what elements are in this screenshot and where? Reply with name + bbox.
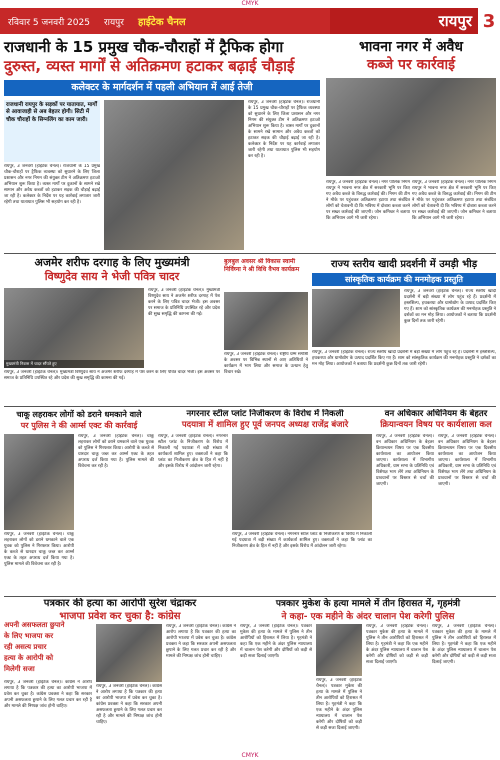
section-divider (4, 406, 496, 407)
mukesh-headline-line-1: पत्रकार मुकेश के हत्या मामले में तीन हिरासत में, गृहमंत्री (275, 599, 461, 609)
mukesh-story-body-col3: रायपुर, 3 जनवरी (हाईटेक चैनल)। पत्रकार मुकेश की हत्या के मामले में पुलिस ने तीन आरोपियों को हिरासत में लिया है। गृहमंत्री ने कहा कि एक महीने के अंदर पुलिस न्यायालय में चालान पेश करेगी और दोषियों को कड़ी से कड़ी सजा दिलाई जाएगी। (366, 624, 428, 665)
main-headline-line-1: राजधानी के 15 प्रमुख चौक-चौराहों में ट्रैफिक होगा (4, 38, 284, 56)
khadi-story-body-col1: रायपुर, 3 जनवरी (हाईटेक चैनल)। राज्य स्तरीय खादी प्रदर्शनी में बड़ी संख्या में लोग पहुंच रहे हैं। प्रदर्शनी में हस्तशिल्प, हथकरघा और ग्रामोद्योग के उत्पाद प्रदर्शित किए गए हैं। शाम को सांस्कृतिक कार्यक्रम की मनमोहक प्रस्तुति ने दर्शकों का मन मोह लिया। आयोजकों ने बताया कि प्रदर्शनी कुछ दिनों तक जारी रहेगी। (404, 289, 496, 324)
chaku-headline (4, 409, 154, 431)
steel-story-body-col2: रायपुर, 3 जनवरी (हाईटेक चैनल)। नगरनार स्टील प्लांट के निजीकरण के विरोध में निकाली गई पदयात्रा में बड़ी संख्या में कार्यकर्ता शामिल हुए। वक्ताओं ने कहा कि प्लांट का निजीकरण क्षेत्र के हित में नहीं है और इसके विरोध में आंदोलन जारी रहेगा। (232, 532, 372, 549)
main-headline (4, 38, 320, 76)
mukesh-story-body-col4: रायपुर, 3 जनवरी (हाईटेक चैनल)। पत्रकार मुकेश की हत्या के मामले में पुलिस ने तीन आरोपियों को हिरासत में लिया है। गृहमंत्री ने कहा कि एक महीने के अंदर पुलिस न्यायालय में चालान पेश करेगी और दोषियों को कड़ी से कड़ी सजा दिलाई जाएगी। (432, 624, 496, 665)
chaku-story-body-col2: रायपुर, 3 जनवरी (हाईटेक चैनल)। चाकू लहराकर लोगों को डराने धमकाने वाले एक युवक को पुलिस ने गिरफ्तार किया। आरोपी के कब्जे से धारदार चाकू जब्त कर आर्म्स एक्ट के तहत अपराध दर्ज किया गया है। पुलिस मामले की विवेचना कर रही है। (4, 532, 74, 567)
steel-headline-line-1: नगरनार स्टील प्लांट निजीकरण के विरोध में निकली (186, 409, 344, 419)
chaku-story-photo (4, 434, 74, 530)
page-header (0, 8, 500, 34)
main-subheadline: कलेक्टर के मार्गदर्शन में पहली अभियान में आई तेजी (4, 80, 320, 96)
ajmer-headline-line-1: अजमेर शरीफ दरगाह के लिए मुख्यमंत्री (34, 256, 190, 269)
main-story-photo (104, 100, 244, 250)
forest-story-body-col1: रायपुर, 3 जनवरी (हाईटेक चैनल)। वन अधिकार अधिनियम के बेहतर क्रियान्वयन विषय पर एक दिवसीय कार्यशाला का आयोजन किया जाएगा। कार्यशाला में विभागीय अधिकारी, ग्राम सभा के प्रतिनिधि एवं विशेषज्ञ भाग लेंगे तथा अधिनियम के प्रावधानों पर विस्तार से चर्चा की जाएगी। (376, 434, 434, 487)
right-headline-line-2: कब्जे पर कार्रवाई (367, 57, 455, 73)
right-story-body-col1: रायपुर, 3 जनवरी (हाईटेक चैनल)। नगर पालिक निगम रायपुर ने भावना नगर क्षेत्र में सरकारी भूमि पर किए गए अवैध कब्जे के विरुद्ध कार्रवाई की। निगम की टीम ने मौके पर पहुंचकर अतिक्रमण हटाया तथा संबंधित लोगों को चेतावनी दी कि भविष्य में दोबारा कब्जा करने पर सख्त कार्रवाई की जाएगी। जोन कमिश्नर ने बताया कि अभियान आगे भी जारी रहेगा। (326, 180, 410, 221)
main-story-body-col1: रायपुर, 3 जनवरी (हाईटेक चैनल)। राजधानी के 15 प्रमुख चौक-चौराहों पर ट्रैफिक व्यवस्था को सुधारने के लिए जिला प्रशासन और नगर निगम की संयुक्त टीम ने अतिक्रमण हटाओ अभियान शुरू किया है। व्यस्त मार्गों पर दुकानों के सामने रखे सामान और अवैध कब्जों को हटाकर सड़क की चौड़ाई बढ़ाई जा रही है। कलेक्टर के निर्देश पर यह कार्रवाई लगातार जारी रहेगी तथा यातायात पुलिस भी सहयोग कर रही है। (4, 164, 100, 205)
steel-headline (158, 409, 372, 431)
color-registration-strip: CMYK (241, 0, 259, 7)
ajmer-story-body-col2: रायपुर, 3 जनवरी (हाईटेक चैनल)। मुख्यमंत्री विष्णुदेव साय ने अजमेर शरीफ दरगाह में पेश करने के लिए पवित्र चादर भेजी। इस अवसर पर समाज के प्रतिनिधि उपस्थित रहे और प्रदेश की सुख समृद्धि की कामना की गई। (4, 370, 220, 381)
journalist-headline-line-2: भाजपा प्रवेश कर चुका है: कांग्रेस (59, 610, 181, 622)
journalist-story-body-col1: रायपुर, 3 जनवरी (हाईटेक चैनल)। कांग्रेस ने आरोप लगाया है कि पत्रकार की हत्या का आरोपी भाजपा में प्रवेश कर चुका है। कांग्रेस प्रवक्ता ने कहा कि सरकार अपनी असफलता छुपाने के लिए गलत प्रचार कर रही है और मामले की निष्पक्ष जांच होनी चाहिए। (4, 680, 92, 709)
section-divider (4, 253, 496, 254)
right-story-body-col2: रायपुर, 3 जनवरी (हाईटेक चैनल)। नगर पालिक निगम रायपुर ने भावना नगर क्षेत्र में सरकारी भूमि पर किए गए अवैध कब्जे के विरुद्ध कार्रवाई की। निगम की टीम ने मौके पर पहुंचकर अतिक्रमण हटाया तथा संबंधित लोगों को चेतावनी दी कि भविष्य में दोबारा कब्जा करने पर सख्त कार्रवाई की जाएगी। जोन कमिश्नर ने बताया कि अभियान आगे भी जारी रहेगा। (412, 180, 496, 221)
main-headline-line-2: दुरुस्त, व्यस्त मार्गों से अतिक्रमण हटाकर बढ़ाई चौड़ाई (4, 57, 295, 75)
steel-story-body-col1: रायपुर, 3 जनवरी (हाईटेक चैनल)। नगरनार स्टील प्लांट के निजीकरण के विरोध में निकाली गई पदयात्रा में बड़ी संख्या में कार्यकर्ता शामिल हुए। वक्ताओं ने कहा कि प्लांट का निजीकरण क्षेत्र के हित में नहीं है और इसके विरोध में आंदोलन जारी रहेगा। (158, 434, 228, 469)
main-highlight-box: राजधानी रायपुर के सड़कों पर यातायात, मार्गों से आवाजाही से अब बेहतर होगी। सिटी में चौक चौराहों के सिग्नलिंग का काम जारी। (4, 100, 100, 162)
khadi-headline: राज्य स्तरीय खादी प्रदर्शनी में उमड़ी भीड़ (330, 259, 478, 270)
right-headline-line-1: भावना नगर में अवैध (358, 39, 464, 55)
right-story-photo (326, 78, 496, 176)
mukesh-headline-line-2: ने कहा- एक महीने के अंदर चालान पेश करेगी पुलिस (281, 611, 455, 622)
ajmer-headline (4, 256, 220, 284)
page-number: 3 (476, 8, 500, 34)
ajmer-story-body-col1: रायपुर, 3 जनवरी (हाईटेक चैनल)। मुख्यमंत्री विष्णुदेव साय ने अजमेर शरीफ दरगाह में पेश करने के लिए पवित्र चादर भेजी। इस अवसर पर समाज के प्रतिनिधि उपस्थित रहे और प्रदेश की सुख समृद्धि की कामना की गई। (148, 288, 220, 317)
bullet-item: हत्या के आरोपी को (4, 654, 54, 662)
dhamma-story-body: रायपुर, 3 जनवरी (हाईटेक चैनल)। राष्ट्रीय धम्म संगोष्ठी के अवसर पर विभिन्न स्थानों से आए अतिथियों ने कार्यक्रम में भाग लिया और समाज के उत्थान हेतु विचार रखे। (224, 352, 308, 375)
khadi-story-photo (312, 289, 400, 347)
chaku-headline-line-1: चाकू लहराकर लोगों को डराने धमकाने वाले (16, 410, 142, 419)
forest-headline-line-1: वन अधिकार अधिनियम के बेहतर (384, 409, 488, 419)
khadi-story-body-col2: रायपुर, 3 जनवरी (हाईटेक चैनल)। राज्य स्तरीय खादी प्रदर्शनी में बड़ी संख्या में लोग पहुंच रहे हैं। प्रदर्शनी में हस्तशिल्प, हथकरघा और ग्रामोद्योग के उत्पाद प्रदर्शित किए गए हैं। शाम को सांस्कृतिक कार्यक्रम की मनमोहक प्रस्तुति ने दर्शकों का मन मोह लिया। आयोजकों ने बताया कि प्रदर्शनी कुछ दिनों तक जारी रहेगी। (312, 350, 496, 367)
steel-headline-line-2: पदयात्रा में शामिल हुए पूर्व जनपद अध्यक्ष राजेंद्र बंजारे (181, 420, 349, 430)
steel-story-photo (232, 434, 372, 530)
forest-story-body-col2: रायपुर, 3 जनवरी (हाईटेक चैनल)। वन अधिकार अधिनियम के बेहतर क्रियान्वयन विषय पर एक दिवसीय कार्यशाला का आयोजन किया जाएगा। कार्यशाला में विभागीय अधिकारी, ग्राम सभा के प्रतिनिधि एवं विशेषज्ञ भाग लेंगे तथा अधिनियम के प्रावधानों पर विस्तार से चर्चा की जाएगी। (438, 434, 496, 487)
dhamma-headline: बुलबुल अवसर श्री विकास स्वामी निर्विघ्ना ने श्री विधि वैभव कार्यक्रम (224, 258, 300, 273)
khadi-subhead-tag: सांस्कृतिक कार्यक्रम की मनमोहक प्रस्तुति (312, 273, 496, 286)
journalist-story-body-col3: रायपुर, 3 जनवरी (हाईटेक चैनल)। कांग्रेस ने आरोप लगाया है कि पत्रकार की हत्या का आरोपी भाजपा में प्रवेश कर चुका है। कांग्रेस प्रवक्ता ने कहा कि सरकार अपनी असफलता छुपाने के लिए गलत प्रचार कर रही है और मामले की निष्पक्ष जांच होनी चाहिए। (166, 624, 236, 659)
mukesh-headline (240, 598, 496, 623)
journalist-story-photo (96, 624, 162, 682)
newspaper-brand: हाईटेक चैनल (137, 17, 186, 28)
mukesh-story-body-col1: रायपुर, 3 जनवरी (हाईटेक चैनल)। पत्रकार मुकेश की हत्या के मामले में पुलिस ने तीन आरोपियों को हिरासत में लिया है। गृहमंत्री ने कहा कि एक महीने के अंदर पुलिस न्यायालय में चालान पेश करेगी और दोषियों को कड़ी से कड़ी सजा दिलाई जाएगी। (240, 624, 312, 659)
chaku-story-body-col1: रायपुर, 3 जनवरी (हाईटेक चैनल)। चाकू लहराकर लोगों को डराने धमकाने वाले एक युवक को पुलिस ने गिरफ्तार किया। आरोपी के कब्जे से धारदार चाकू जब्त कर आर्म्स एक्ट के तहत अपराध दर्ज किया गया है। पुलिस मामले की विवेचना कर रही है। (78, 434, 154, 469)
ajmer-story-photo (4, 288, 144, 368)
color-registration-strip: CMYK (241, 752, 259, 759)
forest-headline (376, 409, 496, 431)
section-city-title: रायपुर (330, 8, 500, 34)
section-divider (4, 596, 496, 597)
journalist-headline-line-1: पत्रकार की हत्या का आरोपी सुरेश चंद्राकर (43, 598, 197, 609)
right-headline (326, 38, 496, 74)
city-label: रायपुर (103, 17, 124, 28)
mukesh-story-photo (316, 624, 362, 676)
bullet-item: रही असत्य प्रचार (4, 643, 47, 651)
issue-date: रविवार 5 जनवरी 2025 (8, 17, 90, 28)
mukesh-story-body-col2: रायपुर, 3 जनवरी (हाईटेक चैनल)। पत्रकार मुकेश की हत्या के मामले में पुलिस ने तीन आरोपियों को हिरासत में लिया है। गृहमंत्री ने कहा कि एक महीने के अंदर पुलिस न्यायालय में चालान पेश करेगी और दोषियों को कड़ी से कड़ी सजा दिलाई जाएगी। (316, 678, 362, 731)
bullet-item: के लिए भाजपा कर (4, 632, 54, 640)
chaku-headline-line-2: पर पुलिस ने की आर्म्स एक्ट की कार्रवाई (20, 421, 138, 430)
bullet-item: अपनी असफलता छुपाने (4, 621, 65, 629)
journalist-bullet-list (4, 620, 92, 675)
ajmer-photo-caption: मुख्यमंत्री निवास में चादर सौंपते हुए (4, 360, 144, 368)
header-left-band (0, 8, 330, 34)
journalist-story-body-col2: रायपुर, 3 जनवरी (हाईटेक चैनल)। कांग्रेस ने आरोप लगाया है कि पत्रकार की हत्या का आरोपी भाजपा में प्रवेश कर चुका है। कांग्रेस प्रवक्ता ने कहा कि सरकार अपनी असफलता छुपाने के लिए गलत प्रचार कर रही है और मामले की निष्पक्ष जांच होनी चाहिए। (96, 684, 162, 725)
main-story-body-col2: रायपुर, 3 जनवरी (हाईटेक चैनल)। राजधानी के 15 प्रमुख चौक-चौराहों पर ट्रैफिक व्यवस्था को सुधारने के लिए जिला प्रशासन और नगर निगम की संयुक्त टीम ने अतिक्रमण हटाओ अभियान शुरू किया है। व्यस्त मार्गों पर दुकानों के सामने रखे सामान और अवैध कब्जों को हटाकर सड़क की चौड़ाई बढ़ाई जा रही है। कलेक्टर के निर्देश पर यह कार्रवाई लगातार जारी रहेगी तथा यातायात पुलिस भी सहयोग कर रही है। (248, 100, 320, 159)
ajmer-headline-line-2: विष्णुदेव साय ने भेजी पवित्र चादर (44, 270, 180, 283)
forest-headline-line-2: क्रियान्वयन विषय पर कार्यशाला कल (380, 420, 492, 430)
dhamma-story-photo (224, 292, 308, 350)
bullet-item: मिलेगी सजा (4, 665, 35, 673)
